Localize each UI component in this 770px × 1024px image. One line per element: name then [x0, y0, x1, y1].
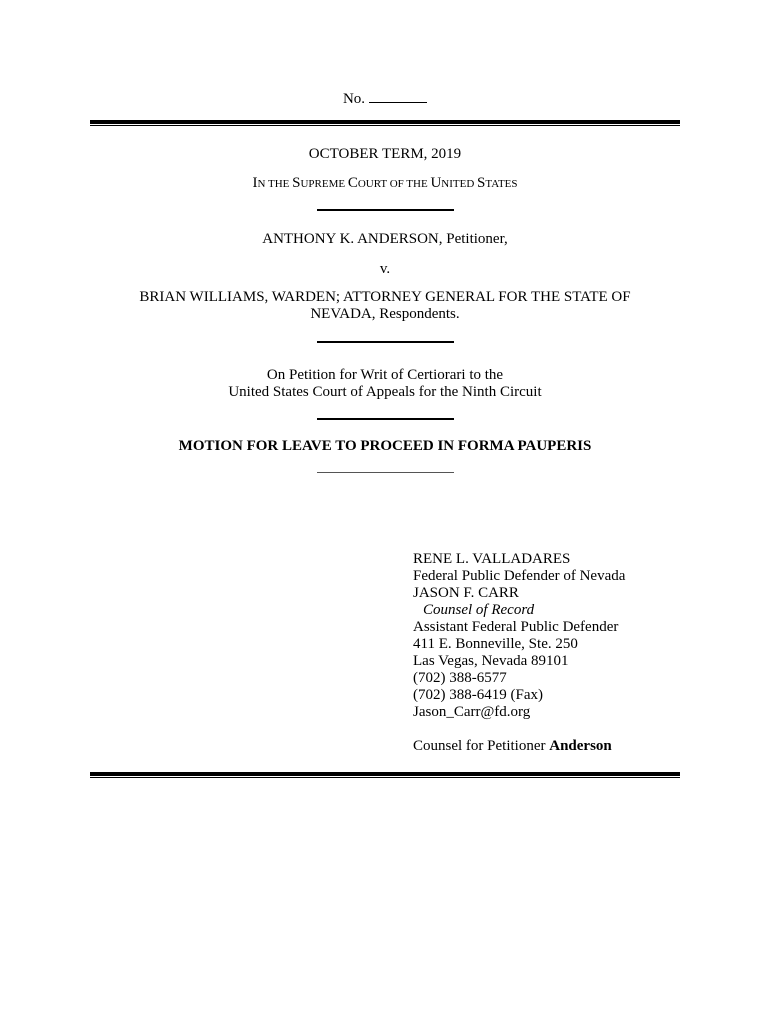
address-line-2: Las Vegas, Nevada 89101 [413, 653, 569, 669]
counsel-for-line [413, 738, 612, 755]
respondents-line-2: NEVADA, Respondents. [310, 306, 460, 322]
case-number-blank [369, 90, 427, 103]
fax: (702) 388-6419 (Fax) [413, 687, 543, 703]
counsel-for-name: Anderson [549, 738, 612, 754]
bottom-rule [90, 772, 680, 778]
counsel-title-2: Assistant Federal Public Defender [413, 619, 619, 635]
top-rule [90, 120, 680, 126]
phone: (702) 388-6577 [413, 670, 507, 686]
email: Jason_Carr@fd.org [413, 704, 531, 720]
court-heading: IN THE SUPREME COURT OF THE UNITED STATES [252, 175, 518, 191]
petitioner-line: ANTHONY K. ANDERSON, Petitioner, [262, 231, 508, 247]
petition-line-1: On Petition for Writ of Certiorari to the [266, 367, 504, 383]
divider-4 [317, 472, 454, 473]
term-heading: OCTOBER TERM, 2019 [308, 146, 462, 162]
motion-title: MOTION FOR LEAVE TO PROCEED IN FORMA PAUPERIS [178, 438, 592, 454]
counsel-name-1: RENE L. VALLADARES [413, 551, 571, 567]
petition-line-2: United States Court of Appeals for the Ninth Circuit [228, 384, 542, 400]
counsel-block [413, 551, 625, 721]
versus: v. [379, 261, 391, 277]
case-number [0, 90, 770, 108]
address-line-1: 411 E. Bonneville, Ste. 250 [413, 636, 578, 652]
respondents-line-1: BRIAN WILLIAMS, WARDEN; ATTORNEY GENERAL FOR THE STATE OF [139, 289, 631, 305]
counsel-role: Counsel of Record [423, 602, 535, 618]
divider-3 [317, 418, 454, 420]
counsel-for-prefix: Counsel for Petitioner [413, 738, 550, 754]
case-number-label: No. [342, 91, 366, 107]
divider-2 [317, 341, 454, 343]
divider-1 [317, 209, 454, 211]
counsel-name-2: JASON F. CARR [413, 585, 519, 601]
counsel-title-1: Federal Public Defender of Nevada [413, 568, 626, 584]
